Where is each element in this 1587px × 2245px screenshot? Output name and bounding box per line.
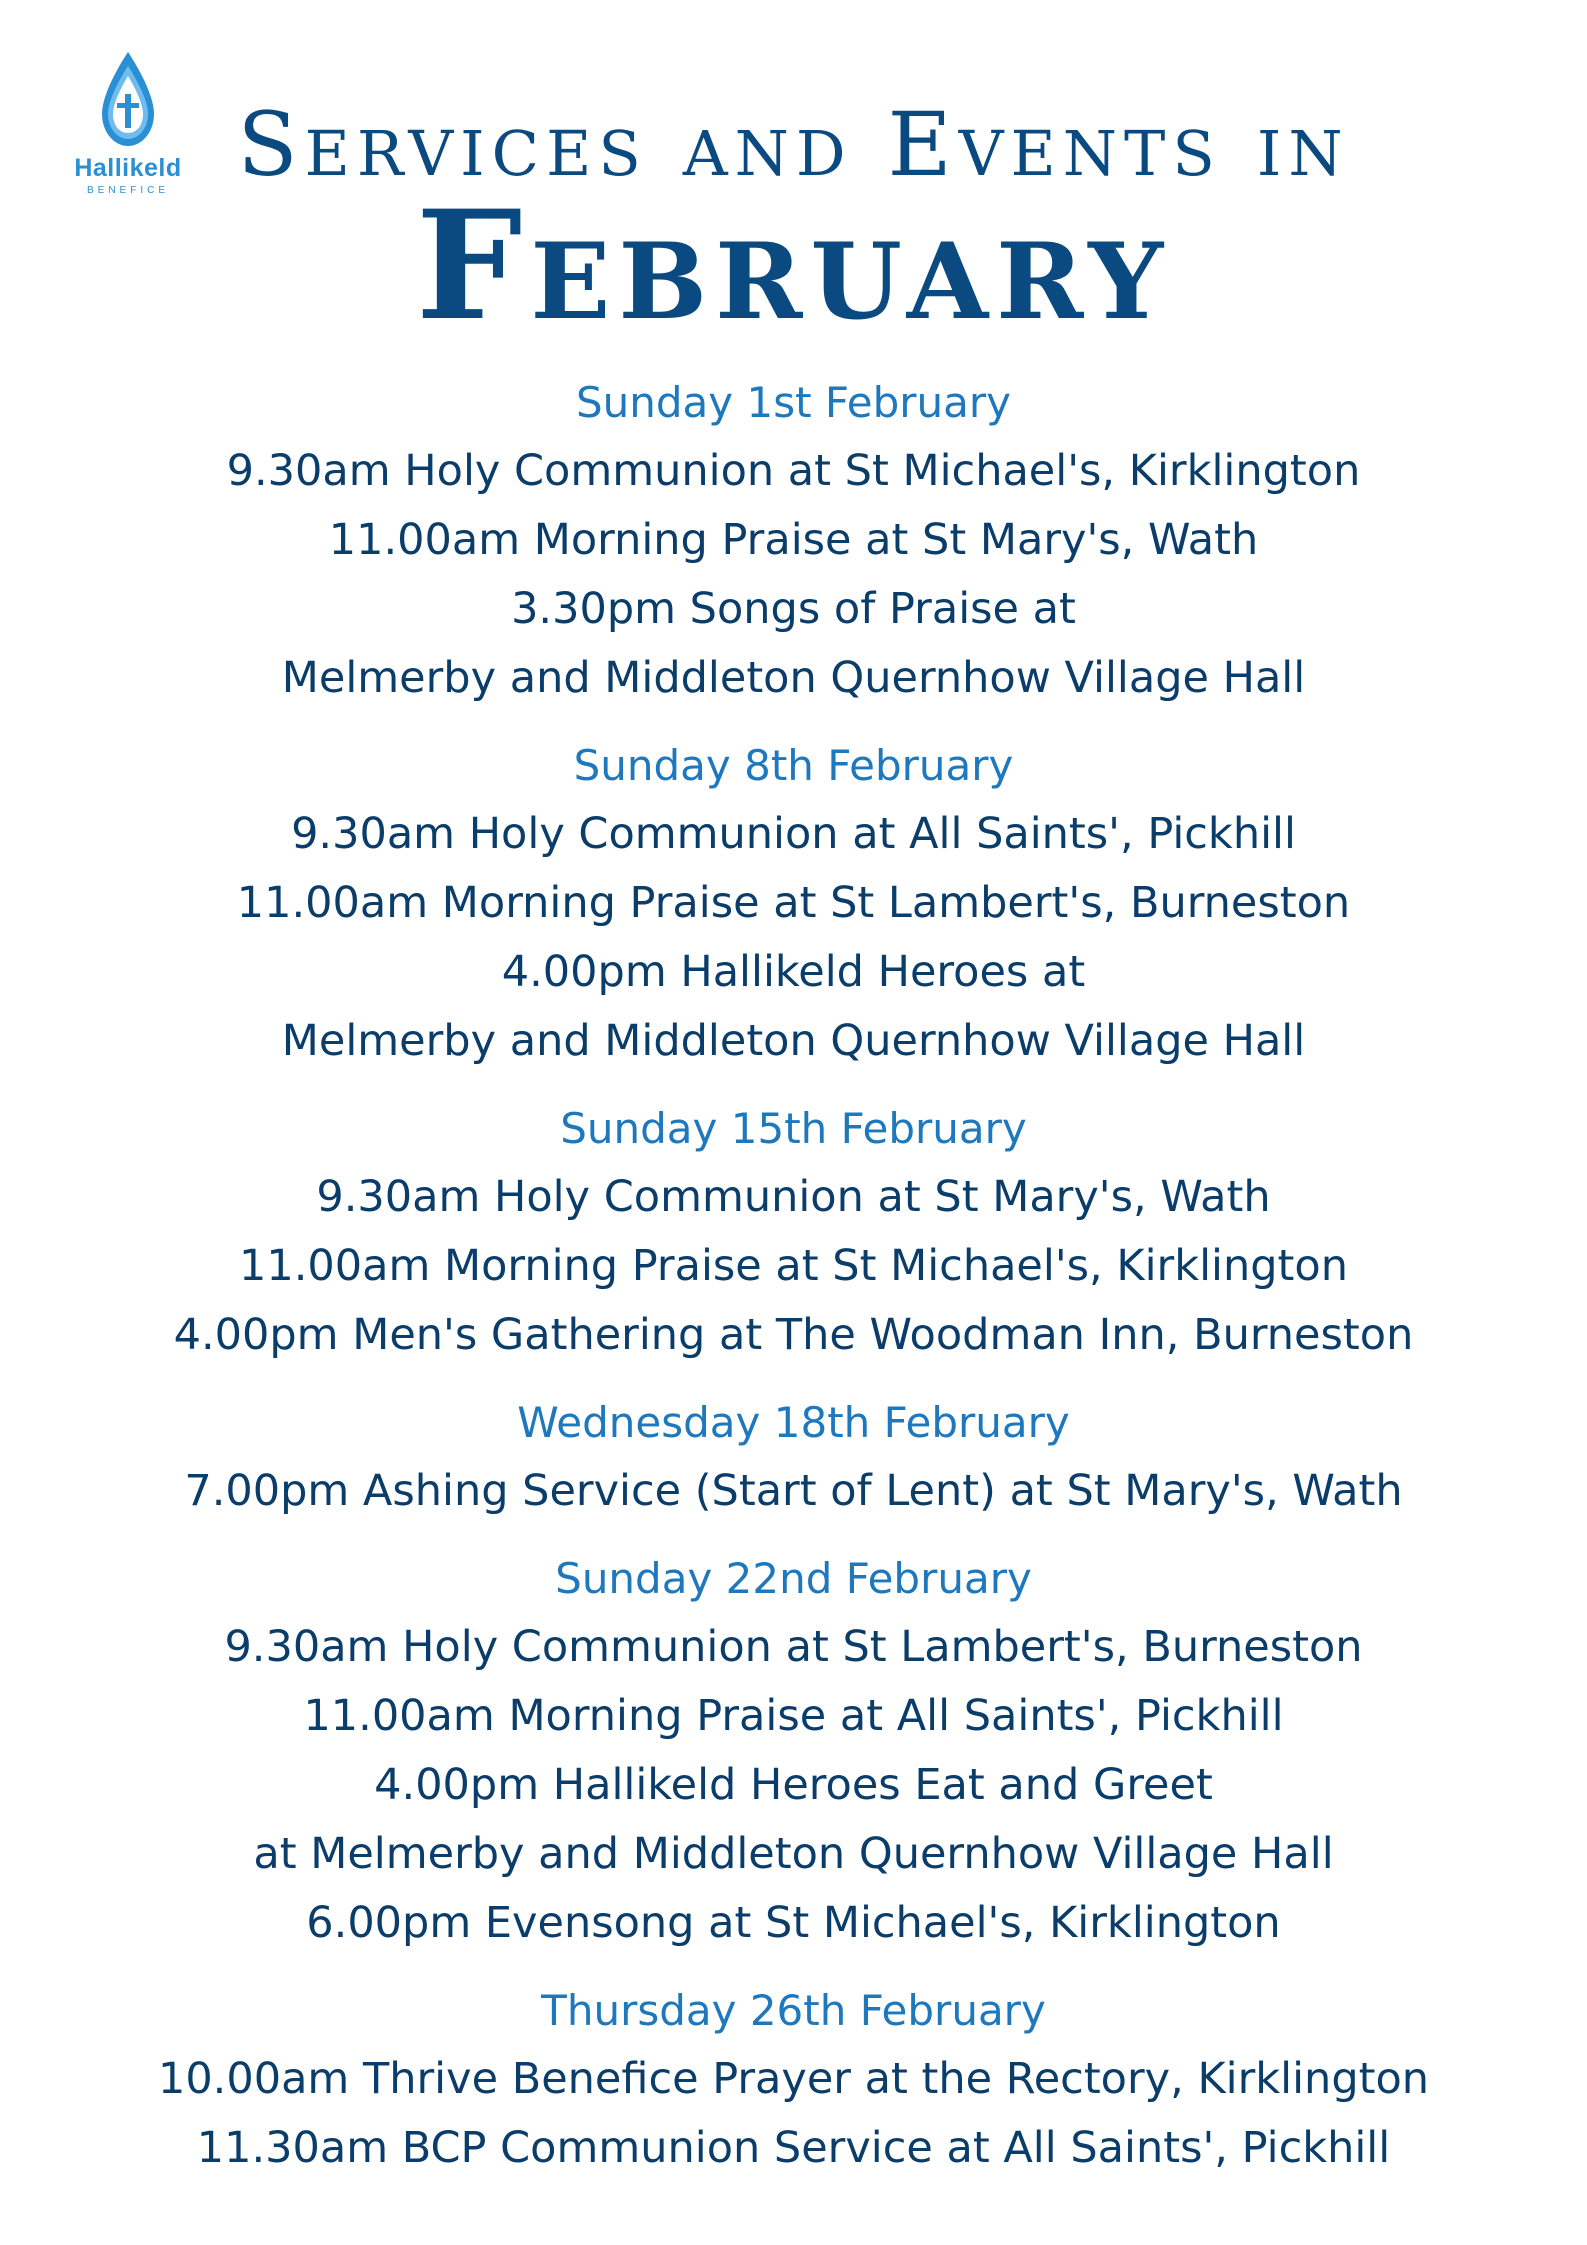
day-section	[0, 1094, 1587, 1370]
day-heading: Sunday 22nd February	[555, 1554, 1032, 1603]
event-line: 11.00am Morning Praise at St Michael's, Kirklington	[239, 1241, 1348, 1291]
event-line: 4.00pm Hallikeld Heroes Eat and Greet	[374, 1760, 1213, 1810]
day-section	[0, 1388, 1587, 1526]
event-line: 3.30pm Songs of Praise at	[511, 584, 1076, 634]
page-title-month: February	[415, 178, 1172, 354]
day-heading: Thursday 26th February	[541, 1986, 1046, 2035]
day-heading: Sunday 8th February	[573, 741, 1014, 790]
schedule	[0, 368, 1587, 2201]
logo-subtitle: BENEFICE	[86, 185, 169, 196]
event-line: 11.00am Morning Praise at All Saints', Pickhill	[303, 1691, 1284, 1741]
event-line: 6.00pm Evensong at St Michael's, Kirklington	[306, 1898, 1281, 1948]
event-line: Melmerby and Middleton Quernhow Village Hall	[281, 653, 1306, 703]
day-heading: Sunday 1st February	[575, 378, 1012, 427]
day-section	[0, 1976, 1587, 2183]
day-section	[0, 368, 1587, 713]
event-line: 9.30am Holy Communion at St Michael's, Kirklington	[226, 446, 1361, 496]
logo-name: Hallikeld	[74, 154, 182, 182]
day-heading: Sunday 15th February	[560, 1104, 1027, 1153]
event-line: 7.00pm Ashing Service (Start of Lent) at St Mary's, Wath	[184, 1466, 1403, 1516]
event-line: at Melmerby and Middleton Quernhow Village Hall	[253, 1829, 1334, 1879]
event-line: 11.30am BCP Communion Service at All Saints', Pickhill	[196, 2123, 1391, 2173]
event-line: 11.00am Morning Praise at St Mary's, Wath	[328, 515, 1259, 565]
event-line: 11.00am Morning Praise at St Lambert's, Burneston	[236, 878, 1351, 928]
event-line: 10.00am Thrive Benefice Prayer at the Rectory, Kirklington	[157, 2054, 1430, 2104]
day-section	[0, 731, 1587, 1076]
page-title-line1: Services and Events in	[237, 93, 1350, 196]
event-line: 4.00pm Men's Gathering at The Woodman Inn, Burneston	[173, 1310, 1414, 1360]
day-heading: Wednesday 18th February	[517, 1398, 1070, 1447]
event-line: 9.30am Holy Communion at All Saints', Pickhill	[291, 809, 1296, 859]
event-line: 9.30am Holy Communion at St Lambert's, Burneston	[224, 1622, 1363, 1672]
day-section	[0, 1544, 1587, 1958]
event-line: Melmerby and Middleton Quernhow Village Hall	[281, 1016, 1306, 1066]
event-line: 9.30am Holy Communion at St Mary's, Wath	[316, 1172, 1271, 1222]
event-line: 4.00pm Hallikeld Heroes at	[501, 947, 1086, 997]
